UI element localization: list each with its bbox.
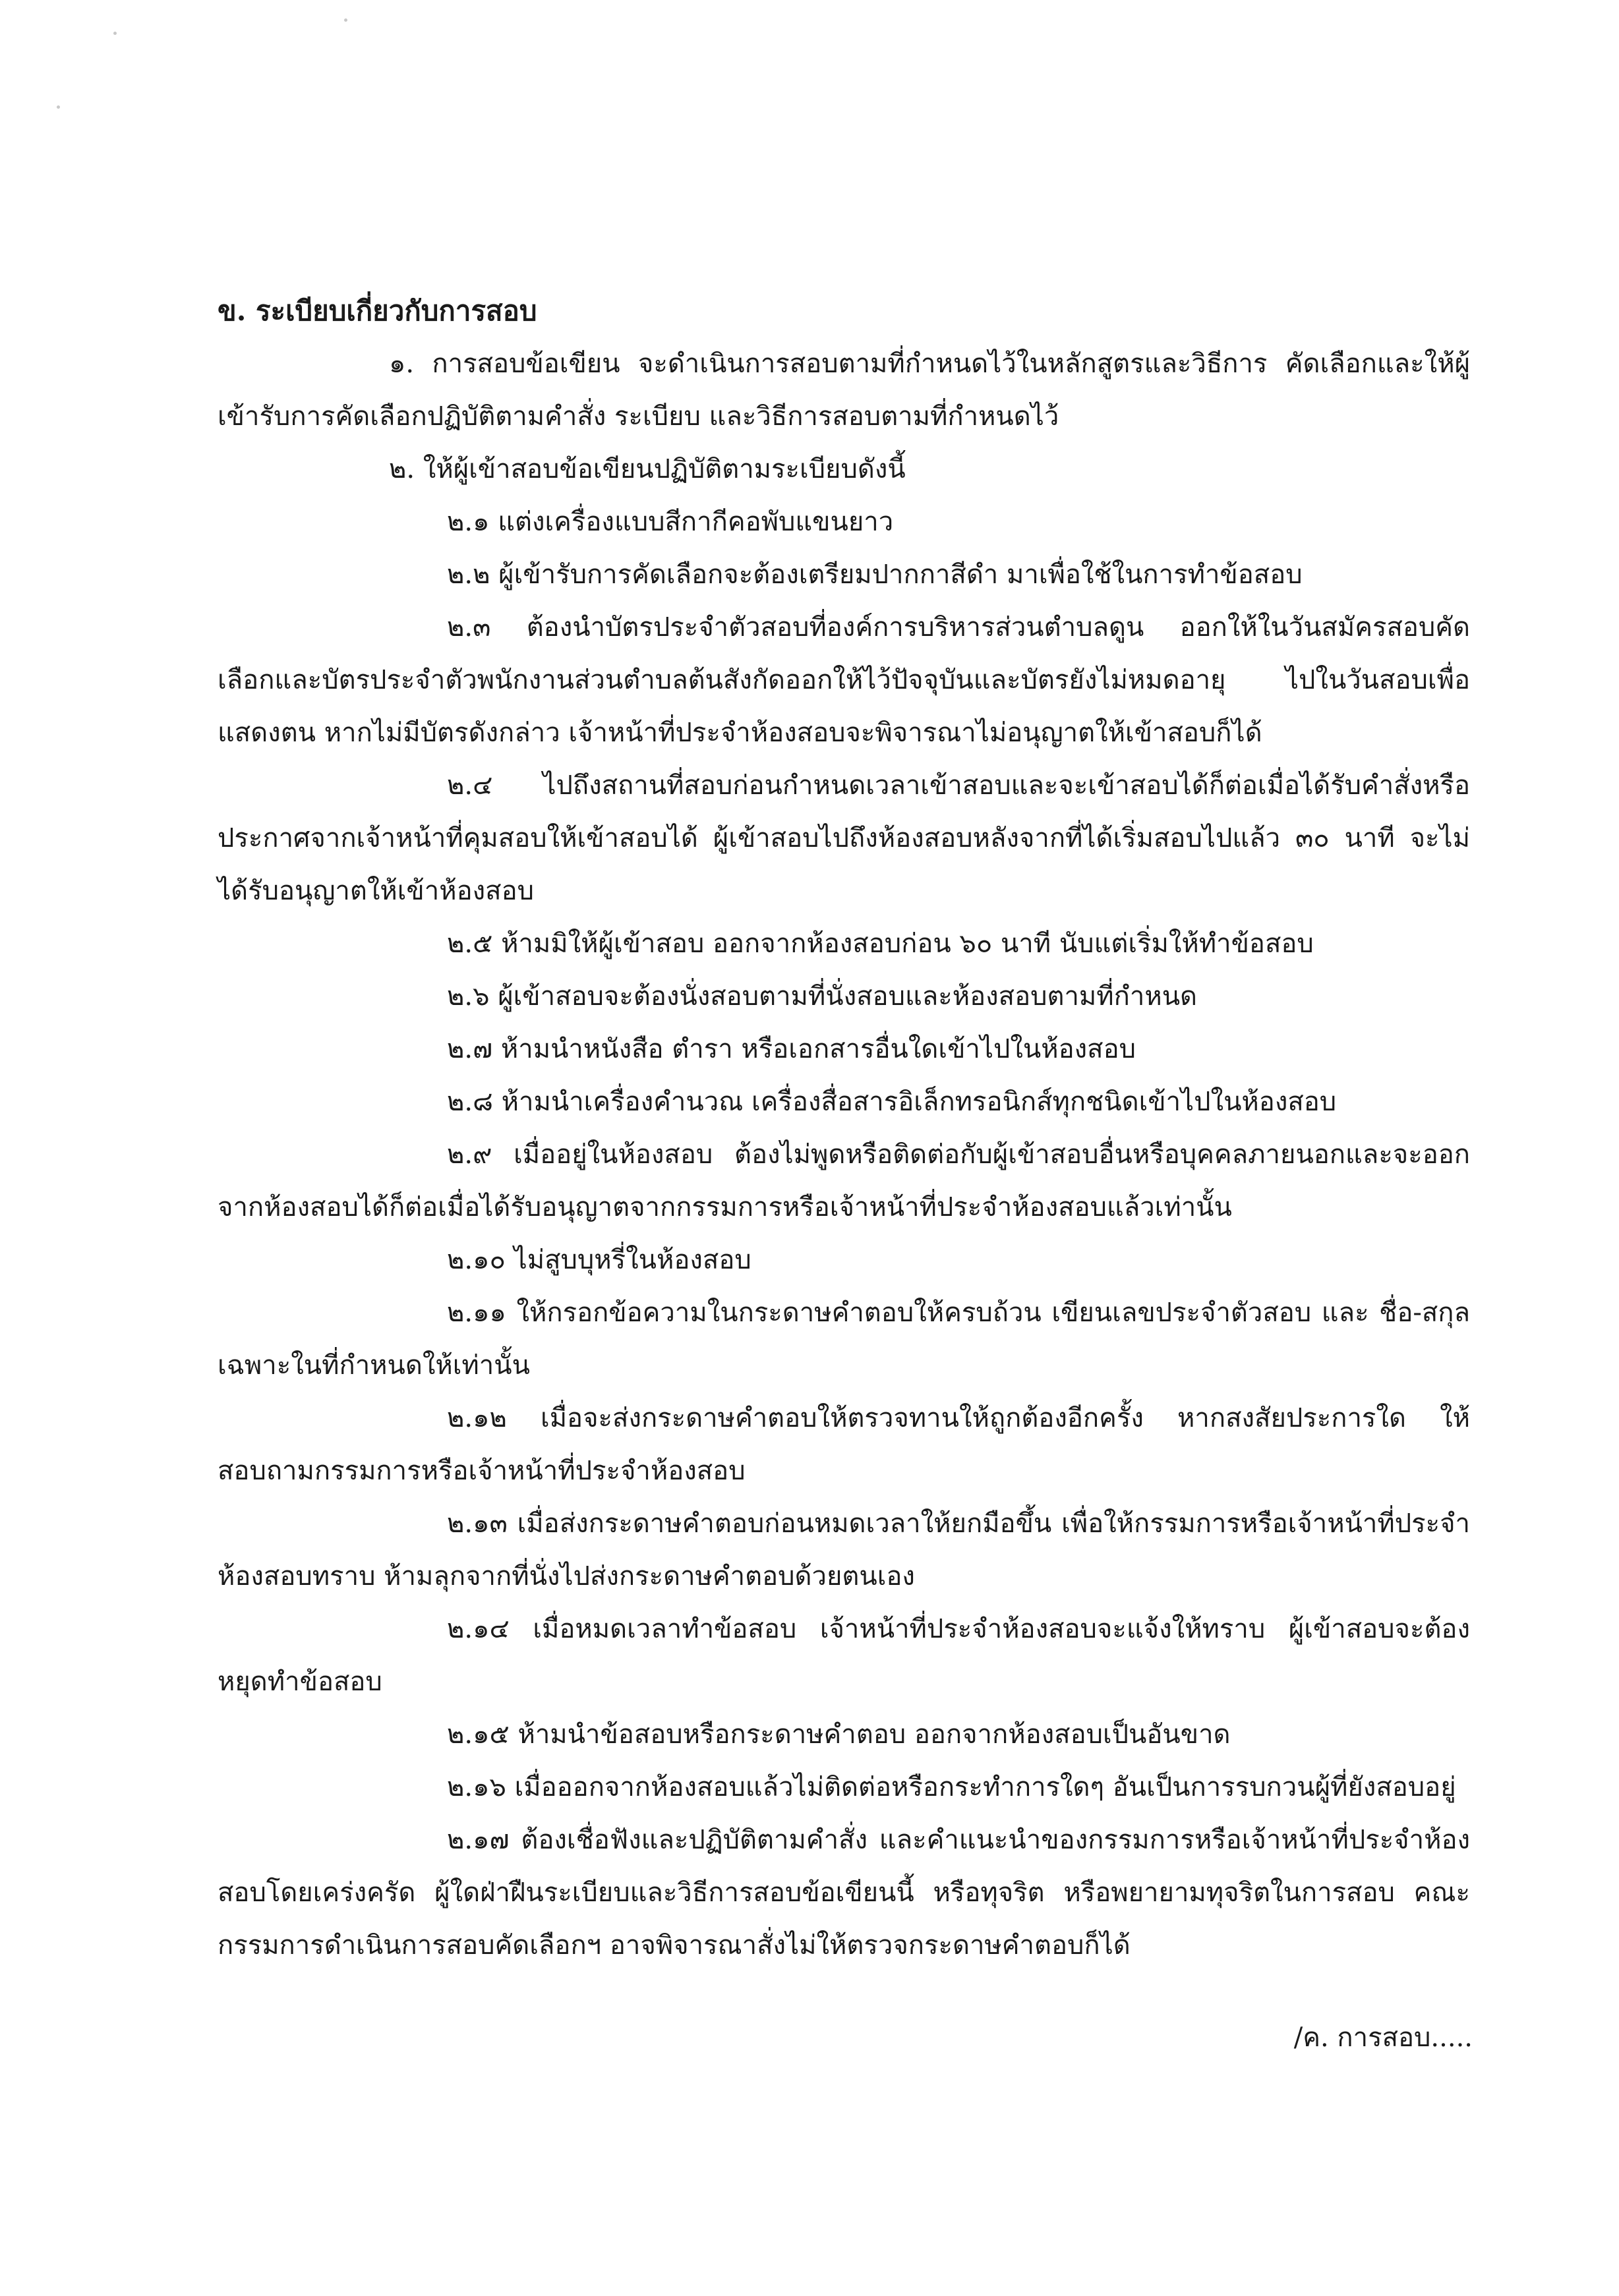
- rule-item-2-16: ๒.๑๖ เมื่อออกจากห้องสอบแล้วไม่ติดต่อหรือกระทำการใดๆ อันเป็นการรบกวนผู้ที่ยังสอบอยู่: [447, 1772, 1456, 1802]
- rule-item-2-6: ๒.๖ ผู้เข้าสอบจะต้องนั่งสอบตามที่นั่งสอบและห้องสอบตามที่กำหนด: [447, 981, 1198, 1012]
- scan-speck: [344, 18, 347, 22]
- rule-item-2-14: ๒.๑๔ เมื่อหมดเวลาทำข้อสอบ เจ้าหน้าที่ประจำห้องสอบจะแจ้งให้ทราบ ผู้เข้าสอบจะต้องหยุดทำข้อสอบ: [218, 1614, 1470, 1697]
- rule-item-2-10: ๒.๑๐ ไม่สูบบุหรี่ในห้องสอบ: [447, 1245, 751, 1275]
- scan-speck: [57, 105, 60, 109]
- rule-item-2: ๒. ให้ผู้เข้าสอบข้อเขียนปฏิบัติตามระเบียบดังนี้: [389, 454, 906, 484]
- rule-item-2-1: ๒.๑ แต่งเครื่องแบบสีกากีคอพับแขนยาว: [447, 507, 894, 537]
- rule-item-2-11: ๒.๑๑ ให้กรอกข้อความในกระดาษคำตอบให้ครบถ้วน เขียนเลขประจำตัวสอบ และ ชื่อ-สกุล เฉพาะในที่กำหนดให้เท่านั้น: [218, 1298, 1470, 1381]
- rule-item-2-9: ๒.๙ เมื่ออยู่ในห้องสอบ ต้องไม่พูดหรือติดต่อกับผู้เข้าสอบอื่นหรือบุคคลภายนอกและจะออกจากห้องสอบได้ก็ต่อเมื่อได้รับอนุญาตจากกรรมการหรือเจ้าหน้าที่ประจำห้องสอบแล้วเท่านั้น: [218, 1139, 1470, 1222]
- rule-item-2-4: ๒.๔ ไปถึงสถานที่สอบก่อนกำหนดเวลาเข้าสอบและจะเข้าสอบได้ก็ต่อเมื่อได้รับคำสั่งหรือประกาศจากเจ้าหน้าที่คุมสอบให้เข้าสอบได้ ผู้เข้าสอบไปถึงห้องสอบหลังจากที่ได้เริ่มสอบไปแล้ว ๓๐ นาที จะไม่ได้รับอนุญาตให้เข้าห้องสอบ: [218, 770, 1470, 906]
- document-body: [218, 285, 1470, 1972]
- rule-item-2-15: ๒.๑๕ ห้ามนำข้อสอบหรือกระดาษคำตอบ ออกจากห้องสอบเป็นอันขาด: [447, 1719, 1231, 1750]
- rule-item-2-7: ๒.๗ ห้ามนำหนังสือ ตำรา หรือเอกสารอื่นใดเข้าไปในห้องสอบ: [447, 1034, 1136, 1064]
- scan-speck: [113, 32, 117, 35]
- page-continuation-note: /ค. การสอบ.....: [1293, 2023, 1473, 2053]
- section-heading: ข. ระเบียบเกี่ยวกับการสอบ: [218, 295, 537, 327]
- rule-item-2-2: ๒.๒ ผู้เข้ารับการคัดเลือกจะต้องเตรียมปากกาสีดำ มาเพื่อใช้ในการทำข้อสอบ: [447, 560, 1303, 590]
- rule-item-2-5: ๒.๕ ห้ามมิให้ผู้เข้าสอบ ออกจากห้องสอบก่อน ๖๐ นาที นับแต่เริ่มให้ทำข้อสอบ: [447, 929, 1314, 959]
- rule-item-2-12: ๒.๑๒ เมื่อจะส่งกระดาษคำตอบให้ตรวจทานให้ถูกต้องอีกครั้ง หากสงสัยประการใด ให้สอบถามกรรมการหรือเจ้าหน้าที่ประจำห้องสอบ: [218, 1403, 1470, 1486]
- rule-item-2-13: ๒.๑๓ เมื่อส่งกระดาษคำตอบก่อนหมดเวลาให้ยกมือขึ้น เพื่อให้กรรมการหรือเจ้าหน้าที่ประจำห้องสอบทราบ ห้ามลุกจากที่นั่งไปส่งกระดาษคำตอบด้วยตนเอง: [218, 1508, 1470, 1592]
- rule-item-2-8: ๒.๘ ห้ามนำเครื่องคำนวณ เครื่องสื่อสารอิเล็กทรอนิกส์ทุกชนิดเข้าไปในห้องสอบ: [447, 1087, 1337, 1117]
- rule-item-2-3: ๒.๓ ต้องนำบัตรประจำตัวสอบที่องค์การบริหารส่วนตำบลดูน ออกให้ในวันสมัครสอบคัดเลือกและบัตรประจำตัวพนักงานส่วนตำบลต้นสังกัดออกให้ไว้ปัจจุบันและบัตรยังไม่หมดอายุ ไปในวันสอบเพื่อแสดงตน หากไม่มีบัตรดังกล่าว เจ้าหน้าที่ประจำห้องสอบจะพิจารณาไม่อนุญาตให้เข้าสอบก็ได้: [218, 612, 1470, 748]
- rule-item-2-17: ๒.๑๗ ต้องเชื่อฟังและปฏิบัติตามคำสั่ง และคำแนะนำของกรรมการหรือเจ้าหน้าที่ประจำห้องสอบโดยเคร่งครัด ผู้ใดฝ่าฝืนระเบียบและวิธีการสอบข้อเขียนนี้ หรือทุจริต หรือพยายามทุจริตในการสอบ คณะกรรมการดำเนินการสอบคัดเลือกฯ อาจพิจารณาสั่งไม่ให้ตรวจกระดาษคำตอบก็ได้: [218, 1825, 1470, 1961]
- rule-item-1: ๑. การสอบข้อเขียน จะดำเนินการสอบตามที่กำหนดไว้ในหลักสูตรและวิธีการ คัดเลือกและให้ผู้เข้ารับการคัดเลือกปฏิบัติตามคำสั่ง ระเบียบ และวิธีการสอบตามที่กำหนดไว้: [218, 349, 1470, 432]
